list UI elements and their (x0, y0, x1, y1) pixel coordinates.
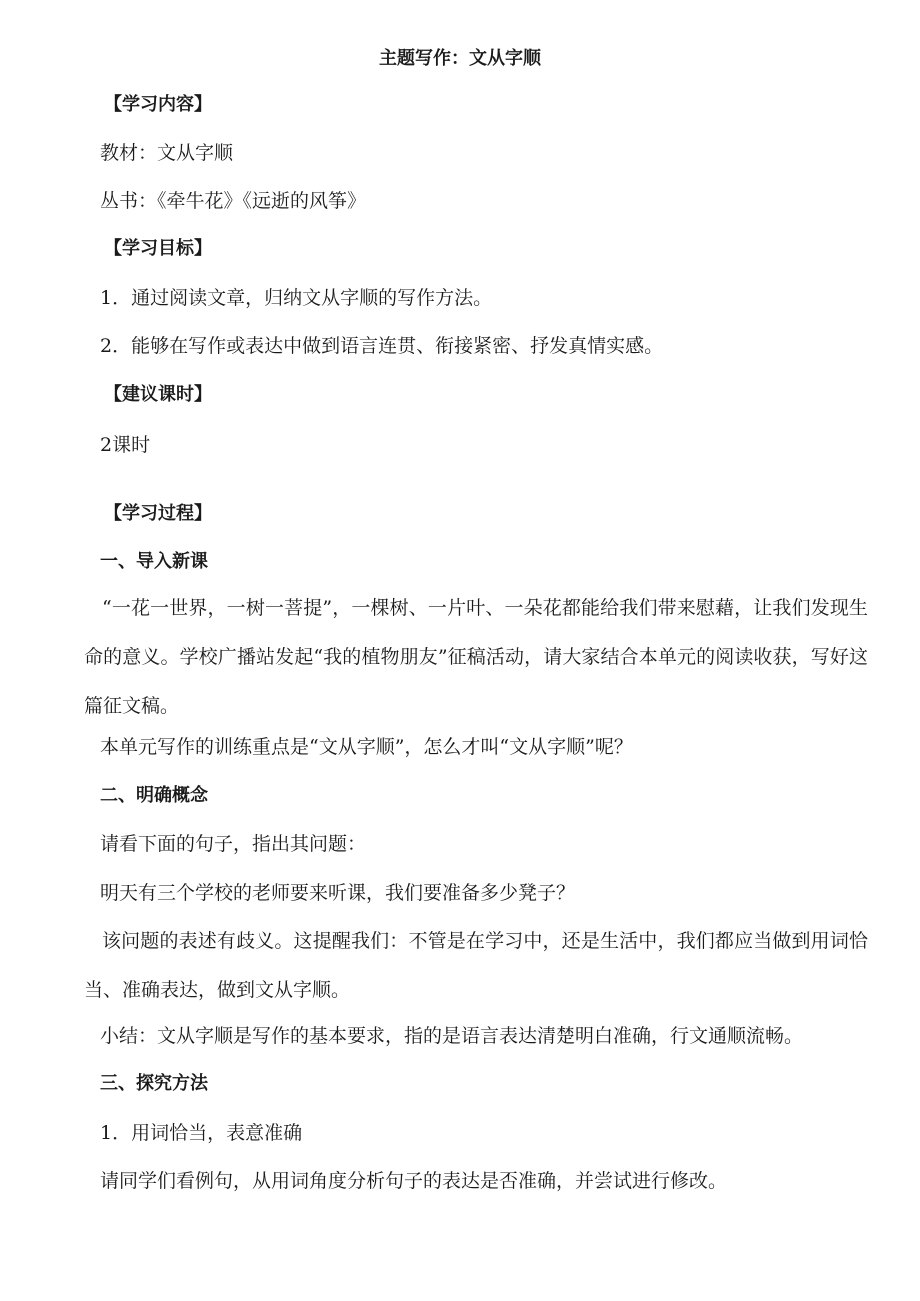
learning-process-heading: 【学习过程】 (104, 503, 212, 524)
learning-content-heading: 【学习内容】 (104, 94, 212, 115)
intro-question: 本单元写作的训练重点是“文从字顺”，怎么才叫“文从字顺”呢？ (100, 736, 633, 758)
intro-paragraph: “一花一世界，一树一菩提”，一棵树、一片叶、一朵花都能给我们带来慰藉，让我们发现生命的意义。学校广播站发起“我的植物朋友”征稿活动，请大家结合本单元的阅读收获，写好这篇征文稿。 (84, 597, 868, 717)
concept-example-sentence: 明天有三个学校的老师要来听课，我们要准备多少凳子？ (100, 882, 576, 904)
suggested-hours-value: 2课时 (100, 434, 151, 456)
concept-summary: 小结：文从字顺是写作的基本要求，指的是语言表达清楚明白准确，行文通顺流畅。 (100, 1025, 804, 1047)
section-heading-method: 三、探究方法 (100, 1073, 208, 1094)
concept-instruction: 请看下面的句子，指出其问题： (100, 833, 367, 855)
goal-item-1: 1．通过阅读文章，归纳文从字顺的写作方法。 (100, 287, 493, 309)
suggested-hours-heading: 【建议课时】 (104, 384, 212, 405)
method-subheading-1: 1．用词恰当，表意准确 (100, 1122, 303, 1144)
series-line: 丛书：《牵牛花》《远逝的风筝》 (100, 190, 367, 212)
concept-explanation: 该问题的表述有歧义。这提醒我们：不管是在学习中，还是生活中，我们都应当做到用词恰当、准确表达，做到文从字顺。 (84, 930, 868, 1001)
method-instruction: 请同学们看例句，从用词角度分析句子的表达是否准确，并尝试进行修改。 (100, 1170, 728, 1192)
goal-item-2: 2．能够在写作或表达中做到语言连贯、衔接紧密、抒发真情实感。 (100, 335, 664, 357)
textbook-line: 教材：文从字顺 (100, 142, 234, 164)
document-title: 主题写作：文从字顺 (379, 48, 541, 69)
section-heading-concept: 二、明确概念 (100, 785, 208, 806)
section-heading-intro: 一、导入新课 (100, 551, 208, 572)
learning-goals-heading: 【学习目标】 (104, 238, 212, 259)
